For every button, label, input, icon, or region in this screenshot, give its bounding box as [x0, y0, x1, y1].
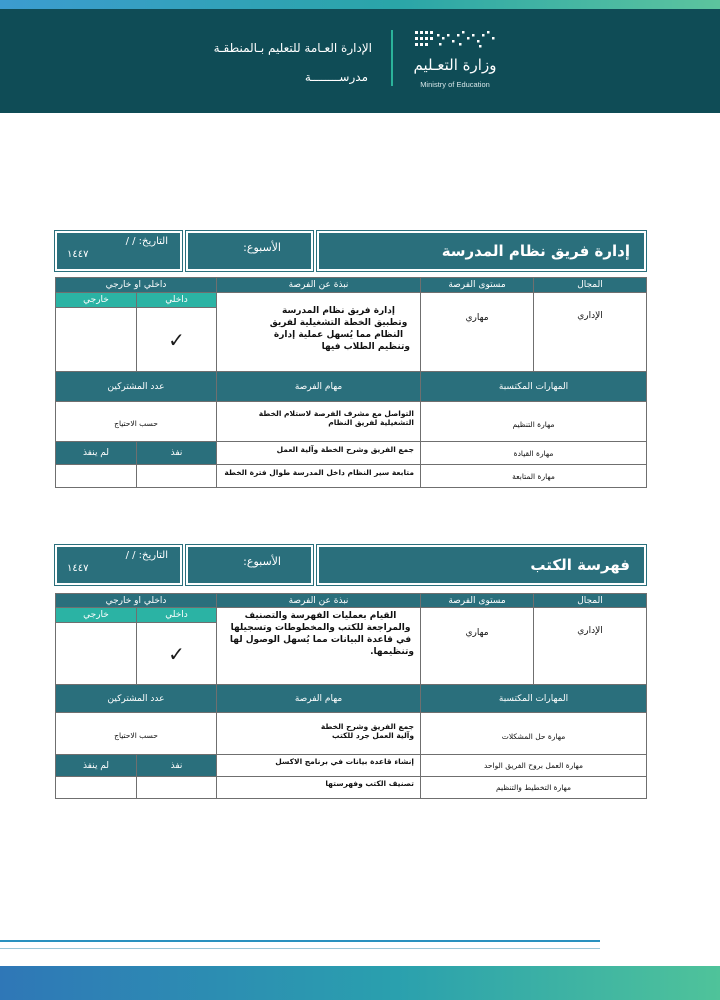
done-label: نفذ	[137, 442, 217, 465]
checkmark-icon: ✓	[168, 327, 185, 352]
tasks-header: مهام الفرصة	[217, 685, 421, 713]
footer-line-light	[0, 948, 600, 949]
section-2-not-done-cell[interactable]	[56, 777, 137, 799]
section-1-skill-1: مهارة التنظيم	[421, 402, 647, 442]
ministry-name-english: Ministry of Education	[420, 80, 490, 89]
header-band	[0, 0, 720, 113]
section-1-date-slashes: / /	[125, 236, 136, 247]
section-1-internal-cell[interactable]	[137, 308, 217, 372]
checkmark-icon: ✓	[168, 641, 185, 666]
section-1-field-value: الإداري	[534, 293, 647, 372]
section-1-level-value: مهاري	[421, 293, 534, 372]
section-1-skill-3: مهارة المتابعة	[421, 465, 647, 488]
section-2-title-banner	[317, 545, 646, 585]
participants-header: عدد المشتركين	[56, 685, 217, 713]
section-2-title: فهرسة الكتب	[530, 556, 630, 574]
about-header: نبذة عن الفرصة	[217, 594, 421, 608]
level-header: مستوى الفرصة	[421, 594, 534, 608]
header-divider	[391, 30, 393, 86]
section-2-task-2: إنشاء قاعدة بيانات في برنامج الاكسل	[217, 755, 421, 777]
section-2-about-text: القيام بعمليات الفهرسة والتصنيف والمراجعة للكتب والمخطوطات وتسجيلها في قاعدة البيانات مما يُسهل الوصول لها وتنظيمها.	[217, 608, 421, 685]
field-header: المجال	[534, 594, 647, 608]
section-2-week-banner	[186, 545, 313, 585]
section-2-task-3: تصنيف الكتب وفهرستها	[217, 777, 421, 799]
level-header: مستوى الفرصة	[421, 278, 534, 293]
section-2-external-cell[interactable]	[56, 623, 137, 685]
participants-header: عدد المشتركين	[56, 372, 217, 402]
section-2-date-slashes: / /	[125, 550, 136, 561]
section-2-skill-2: مهارة العمل بروح الفريق الواحد	[421, 755, 647, 777]
section-1-task-3: متابعة سير النظام داخل المدرسة طوال فترة الخطة	[217, 465, 421, 488]
section-1-task-1: التواصل مع مشرف الفرصة لاستلام الخطة التشغيلية لفريق النظام	[217, 402, 421, 442]
internal-label: داخلي	[137, 293, 217, 308]
section-1-done-cell[interactable]	[137, 465, 217, 488]
section-2-date-banner	[55, 545, 182, 585]
section-1-not-done-cell[interactable]	[56, 465, 137, 488]
section-1-week-label: الأسبوع:	[243, 241, 281, 254]
ministry-name-arabic: وزارة التعـليم	[413, 56, 497, 74]
in-out-header: داخلي او خارجي	[56, 594, 217, 608]
section-2-done-cell[interactable]	[137, 777, 217, 799]
section-2-participants: حسب الاحتياج	[56, 713, 217, 755]
section-2-skill-1: مهارة حل المشكلات	[421, 713, 647, 755]
section-2-table	[55, 593, 647, 799]
field-header: المجال	[534, 278, 647, 293]
section-1-title-banner	[317, 231, 646, 271]
not-done-label: لم ينفذ	[56, 755, 137, 777]
ministry-logo-icon	[415, 29, 497, 51]
section-1-table	[55, 277, 647, 488]
section-2-field-value: الإداري	[534, 608, 647, 685]
tasks-header: مهام الفرصة	[217, 372, 421, 402]
section-2-internal-cell[interactable]	[137, 623, 217, 685]
section-2-date-label: التاريخ:	[138, 550, 168, 561]
section-2-level-value: مهاري	[421, 608, 534, 685]
about-header: نبذة عن الفرصة	[217, 278, 421, 293]
education-directorate-title: الإدارة العـامة للتعليم بـالمنطقـة	[213, 41, 372, 55]
external-label: خارجي	[56, 293, 137, 308]
in-out-header: داخلي او خارجي	[56, 278, 217, 293]
section-1-about-text: إدارة فريق نظام المدرسة وتطبيق الخطة التشغيلية لفريق النظام مما يُسهل عملية إدارة وتنظيم الطلاب فيها	[217, 293, 421, 372]
section-2-week-label: الأسبوع:	[243, 555, 281, 568]
section-1-year: ١٤٤٧	[67, 249, 89, 260]
section-2-task-1: جمع الفريق وشرح الخطة وآلية العمل جرد للكتب	[217, 713, 421, 755]
section-1-external-cell[interactable]	[56, 308, 137, 372]
section-1-date-banner	[55, 231, 182, 271]
skills-header: المهارات المكتسبة	[421, 685, 647, 713]
section-2-year: ١٤٤٧	[67, 563, 89, 574]
skills-header: المهارات المكتسبة	[421, 372, 647, 402]
section-1-skill-2: مهارة القيادة	[421, 442, 647, 465]
school-name-line: مدرســــــــة	[304, 70, 368, 84]
external-label: خارجي	[56, 608, 137, 623]
done-label: نفذ	[137, 755, 217, 777]
section-1-week-banner	[186, 231, 313, 271]
section-2-skill-3: مهارة التخطيط والتنظيم	[421, 777, 647, 799]
footer-band	[0, 966, 720, 1000]
internal-label: داخلي	[137, 608, 217, 623]
section-1-title: إدارة فريق نظام المدرسة	[441, 242, 630, 260]
section-1-participants: حسب الاحتياج	[56, 402, 217, 442]
section-1-date-label: التاريخ:	[138, 236, 168, 247]
header-accent-stripe	[0, 0, 720, 9]
section-1-task-2: جمع الفريق وشرح الخطة وآلية العمل	[217, 442, 421, 465]
not-done-label: لم ينفذ	[56, 442, 137, 465]
footer-line	[0, 940, 600, 942]
